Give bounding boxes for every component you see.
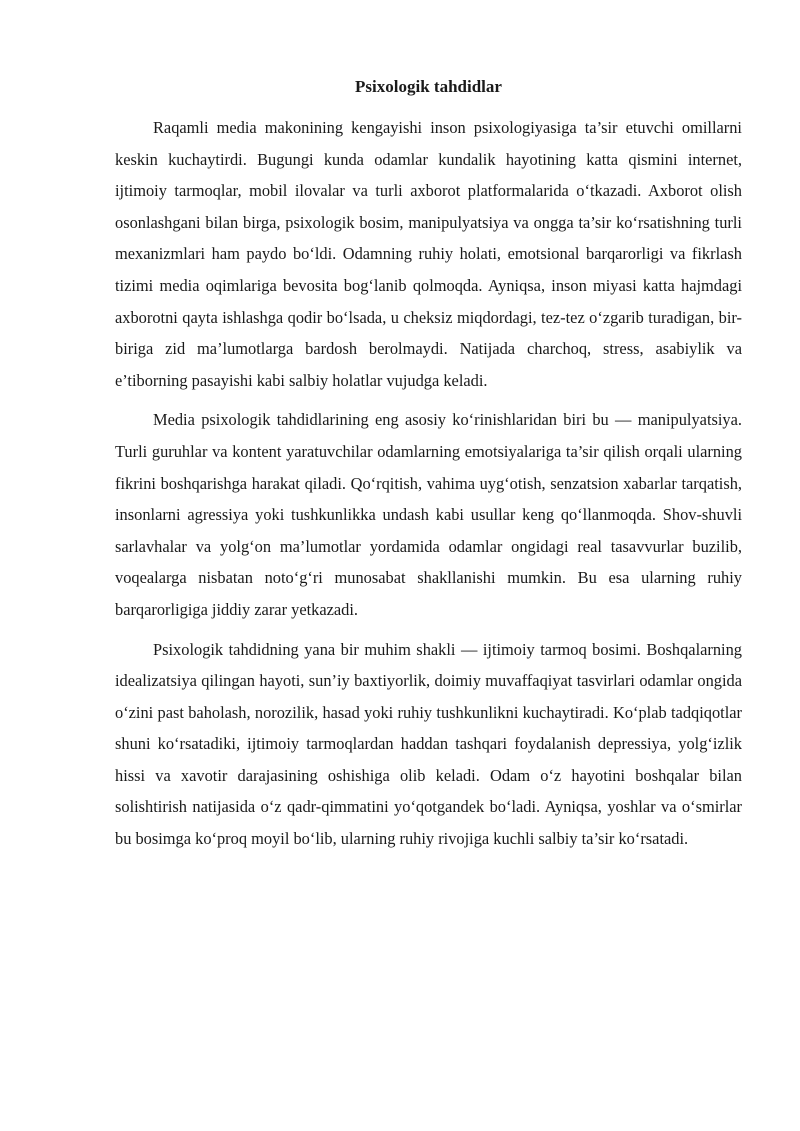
paragraph-1: Raqamli media makonining kengayishi inson psixologiyasiga ta’sir etuvchi omillarni keskin kuchaytirdi. Bugungi kunda odamlar kundalik hayotining katta qismini internet, ijtimoiy tarmoqlar, mobil ilovalar va turli axborot platformalarida o‘tkazadi. Axborot olish osonlashgani bilan birga, psixologik bosim, manipulyatsiya va ongga ta’sir ko‘rsatishning turli mexanizmlari ham paydo bo‘ldi. Odamning ruhiy holati, emotsional barqarorligi va fikrlash tizimi media oqimlariga bevosita bog‘lanib qolmoqda. Ayniqsa, inson miyasi katta hajmdagi axborotni qayta ishlashga qodir bo‘lsada, u cheksiz miqdordagi, tez-tez o‘zgarib turadigan, bir-biriga zid ma’lumotlarga bardosh berolmaydi. Natijada charchoq, stress, asabiylik va e’tiborning pasayishi kabi salbiy holatlar vujudga keladi. xyxy=(115,118,742,390)
paragraph-3: Psixologik tahdidning yana bir muhim shakli — ijtimoiy tarmoq bosimi. Boshqalarning idealizatsiya qilingan hayoti, sun’iy baxtiyorlik, doimiy muvaffaqiyat tasvirlari odamlar ongida o‘zini past baholash, norozilik, hasad yoki ruhiy tushkunlikni kuchaytiradi. Ko‘plab tadqiqotlar shuni ko‘rsatadiki, ijtimoiy tarmoqlardan haddan tashqari foydalanish depressiya, yolg‘izlik hissi va xavotir darajasining oshishiga olib keladi. Odam o‘z hayotini boshqalar bilan solishtirish natijasida o‘z qadr-qimmatini yo‘qotgandek bo‘ladi. Ayniqsa, yoshlar va o‘smirlar bu bosimga ko‘proq moyil bo‘lib, ularning ruhiy rivojiga kuchli salbiy ta’sir ko‘rsatadi. xyxy=(115,639,742,849)
paragraph-2: Media psixologik tahdidlarining eng asosiy ko‘rinishlaridan biri bu — manipulyatsiya. Turli guruhlar va kontent yaratuvchilar odamlarning emotsiyalariga ta’sir qilish orqali ularning fikrini boshqarishga harakat qiladi. Qo‘rqitish, vahima uyg‘otish, senzatsion xabarlar tarqatish, insonlarni agressiya yoki tushkunlikka undash kabi usullar keng qo‘llanmoqda. Shov-shuvli sarlavhalar va yolg‘on ma’lumotlar yordamida odamlar ongidagi real tasavvurlar buzilib, voqealarga nisbatan noto‘g‘ri munosabat shakllanishi mumkin. Bu esa ularning ruhiy barqarorligiga jiddiy zarar yetkazadi. xyxy=(115,410,742,619)
page-title: Psixologik tahdidlar xyxy=(355,77,502,96)
document-page xyxy=(115,74,742,863)
